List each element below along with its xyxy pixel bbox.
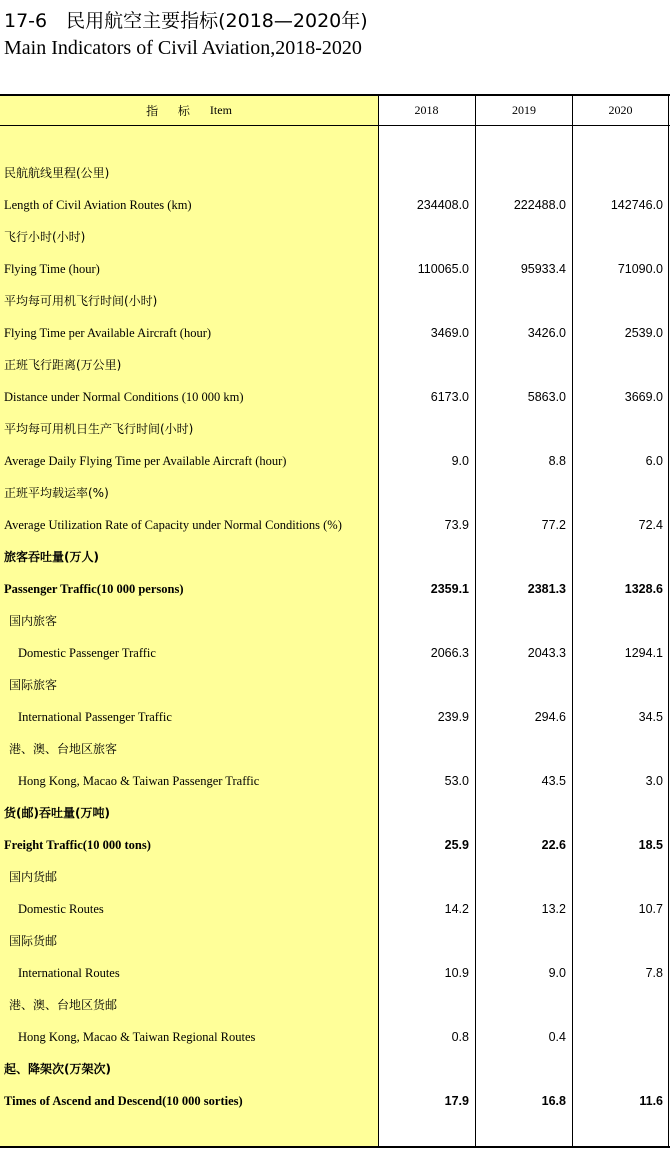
cell-2018: 6173.0 (430, 390, 469, 404)
cell-2019 (476, 541, 566, 573)
table-row (0, 285, 670, 317)
row-label: Length of Civil Aviation Routes (km) (4, 198, 192, 212)
cell-2018 (378, 157, 469, 189)
cell-2019 (476, 1053, 566, 1085)
cell-2020: 71090.0 (617, 262, 663, 276)
cell-2020 (573, 733, 663, 765)
cell-2020 (573, 1053, 663, 1085)
cell-2020: 10.7 (638, 902, 663, 916)
cell-2019 (476, 413, 566, 445)
cell-2020 (573, 989, 663, 1021)
table-row (0, 829, 670, 861)
row-label: 飞行小时(小时) (4, 230, 86, 244)
cell-2019: 13.2 (541, 902, 566, 916)
cell-2020: 34.5 (638, 710, 663, 724)
cell-2019: 8.8 (548, 454, 566, 468)
cell-2018 (378, 989, 469, 1021)
cell-2020 (573, 413, 663, 445)
table-row (0, 221, 670, 253)
cell-2018 (378, 477, 469, 509)
row-label: 正班飞行距离(万公里) (4, 358, 122, 372)
table-row (0, 637, 670, 669)
row-label: International Passenger Traffic (18, 710, 172, 724)
row-label: 港、澳、台地区旅客 (9, 742, 118, 756)
cell-2018: 239.9 (437, 710, 469, 724)
cell-2018: 10.9 (444, 966, 469, 980)
row-label: Flying Time (hour) (4, 262, 100, 276)
cell-2018 (378, 797, 469, 829)
cell-2020: 18.5 (638, 838, 663, 852)
cell-2018: 73.9 (444, 518, 469, 532)
header-item-cn: 指 标 (146, 104, 198, 118)
cell-2018 (378, 349, 469, 381)
page-title-cn: 17-6 民用航空主要指标(2018—2020年) (4, 10, 368, 32)
cell-2020: 3669.0 (624, 390, 663, 404)
table-body (0, 157, 670, 1117)
header-item-en: Item (209, 103, 232, 117)
cell-2019 (476, 285, 566, 317)
page-title-en: Main Indicators of Civil Aviation,2018-2020 (4, 37, 362, 59)
cell-2019: 3426.0 (527, 326, 566, 340)
cell-2019 (476, 349, 566, 381)
cell-2018: 25.9 (444, 838, 469, 852)
cell-2020 (573, 541, 663, 573)
row-label: 国内货邮 (9, 870, 58, 884)
row-label: Flying Time per Available Aircraft (hour) (4, 326, 212, 340)
cell-2018 (378, 861, 469, 893)
cell-2018 (378, 733, 469, 765)
row-label: Average Utilization Rate of Capacity under Normal Conditions (%) (4, 518, 342, 532)
cell-2018 (378, 285, 469, 317)
cell-2020: 72.4 (638, 518, 663, 532)
row-label: 旅客吞吐量(万人) (4, 550, 99, 564)
table-row (0, 413, 670, 445)
cell-2018: 9.0 (451, 454, 469, 468)
table-row (0, 445, 670, 477)
table-row (0, 253, 670, 285)
cell-2020 (573, 157, 663, 189)
cell-2020: 1328.6 (624, 582, 663, 596)
cell-2019: 9.0 (548, 966, 566, 980)
cell-2020 (573, 349, 663, 381)
cell-2018: 110065.0 (417, 262, 469, 276)
table-row (0, 317, 670, 349)
cell-2018 (378, 541, 469, 573)
row-label: 国际货邮 (9, 934, 58, 948)
cell-2020: 11.6 (639, 1094, 663, 1108)
cell-2019 (476, 925, 566, 957)
row-label: Average Daily Flying Time per Available Aircraft (hour) (4, 454, 287, 468)
table-row (0, 349, 670, 381)
table-row (0, 381, 670, 413)
cell-2019 (476, 861, 566, 893)
cell-2020 (573, 669, 663, 701)
cell-2020: 6.0 (645, 454, 663, 468)
cell-2019 (476, 157, 566, 189)
cell-2019: 222488.0 (513, 198, 566, 212)
cell-2019: 43.5 (541, 774, 566, 788)
table-row (0, 509, 670, 541)
table-row (0, 989, 670, 1021)
header-item (0, 96, 378, 125)
cell-2019 (476, 733, 566, 765)
cell-2018 (378, 669, 469, 701)
header-year-2018: 2018 (414, 103, 439, 117)
cell-2019: 294.6 (534, 710, 566, 724)
cell-2018: 17.9 (444, 1094, 469, 1108)
cell-2020 (573, 221, 663, 253)
cell-2020: 1294.1 (624, 646, 663, 660)
cell-2018: 234408.0 (416, 198, 469, 212)
cell-2020 (573, 797, 663, 829)
row-label: Domestic Routes (18, 902, 104, 916)
cell-2018: 2359.1 (430, 582, 469, 596)
table-row (0, 669, 670, 701)
cell-2019: 2381.3 (527, 582, 566, 596)
cell-2018 (378, 1053, 469, 1085)
row-label: 国际旅客 (9, 678, 58, 692)
row-label: Hong Kong, Macao & Taiwan Passenger Traffic (18, 774, 260, 788)
table-row (0, 477, 670, 509)
row-label: 正班平均载运率(%) (4, 486, 109, 500)
cell-2020: 142746.0 (610, 198, 663, 212)
header-divider (0, 125, 670, 126)
cell-2020 (573, 477, 663, 509)
cell-2020: 3.0 (645, 774, 663, 788)
cell-2019: 95933.4 (520, 262, 566, 276)
row-label: Domestic Passenger Traffic (18, 646, 156, 660)
row-label: 货(邮)吞吐量(万吨) (4, 806, 110, 820)
table-row (0, 1053, 670, 1085)
row-label: Hong Kong, Macao & Taiwan Regional Routes (18, 1030, 256, 1044)
cell-2018: 2066.3 (430, 646, 469, 660)
cell-2018 (378, 925, 469, 957)
cell-2018: 53.0 (444, 774, 469, 788)
row-label: Distance under Normal Conditions (10 000 km) (4, 390, 244, 404)
cell-2019 (476, 605, 566, 637)
row-label: 平均每可用机日生产飞行时间(小时) (4, 422, 194, 436)
cell-2019 (476, 989, 566, 1021)
cell-2018 (378, 221, 469, 253)
row-label: 起、降架次(万架次) (4, 1062, 111, 1076)
cell-2020 (573, 925, 663, 957)
table-row (0, 765, 670, 797)
cell-2019: 2043.3 (527, 646, 566, 660)
table-row (0, 925, 670, 957)
cell-2019: 0.4 (548, 1030, 566, 1044)
row-label: 国内旅客 (9, 614, 58, 628)
table-row (0, 1021, 670, 1053)
header-year-2019: 2019 (512, 103, 536, 117)
table-row (0, 733, 670, 765)
table-row (0, 573, 670, 605)
row-label: Times of Ascend and Descend(10 000 sorties) (4, 1094, 243, 1108)
table-row (0, 605, 670, 637)
table-row (0, 1085, 670, 1117)
row-label: Freight Traffic(10 000 tons) (4, 838, 151, 852)
cell-2019 (476, 477, 566, 509)
table-row (0, 541, 670, 573)
cell-2020 (573, 605, 663, 637)
row-label: Passenger Traffic(10 000 persons) (4, 582, 184, 596)
cell-2020: 7.8 (645, 966, 663, 980)
cell-2019: 77.2 (541, 518, 566, 532)
row-label: 港、澳、台地区货邮 (9, 998, 118, 1012)
cell-2020 (573, 1021, 663, 1053)
cell-2020 (573, 861, 663, 893)
header-year-2020: 2020 (608, 103, 633, 117)
table-row (0, 797, 670, 829)
table-row (0, 957, 670, 989)
cell-2019: 16.8 (541, 1094, 566, 1108)
cell-2018: 0.8 (451, 1030, 469, 1044)
cell-2018 (378, 605, 469, 637)
row-label: 民航航线里程(公里) (4, 166, 110, 180)
cell-2019 (476, 797, 566, 829)
table-row (0, 189, 670, 221)
table-row (0, 861, 670, 893)
cell-2018 (378, 413, 469, 445)
cell-2020 (573, 285, 663, 317)
row-label: 平均每可用机飞行时间(小时) (4, 294, 158, 308)
table-row (0, 157, 670, 189)
table-row (0, 893, 670, 925)
cell-2019 (476, 221, 566, 253)
cell-2019 (476, 669, 566, 701)
cell-2020: 2539.0 (624, 326, 663, 340)
cell-2019: 5863.0 (527, 390, 566, 404)
cell-2019: 22.6 (541, 838, 566, 852)
cell-2018: 14.2 (444, 902, 469, 916)
cell-2018: 3469.0 (430, 326, 469, 340)
row-label: International Routes (18, 966, 120, 980)
table-row (0, 701, 670, 733)
table-bottom-rule (0, 1146, 670, 1148)
